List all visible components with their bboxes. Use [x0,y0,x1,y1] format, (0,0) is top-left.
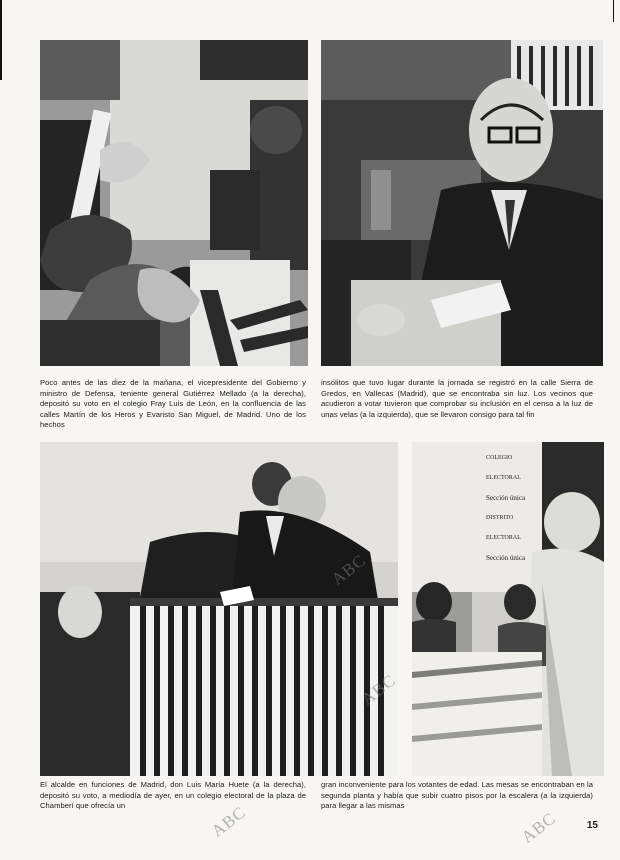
caption-top-right: insólitos que tuvo lugar durante la jornada se registró en la calle Sierra de Gredos, en Vallecas (Madrid), que se encontraba sin luz. Los vecinos que acudieron a votar tuvieron que comprobar su inclusión en el censo a la luz de unas velas (a la izquierda), que se llevaron consigo para tal fin [321,378,593,419]
page-number: 15 [586,820,598,831]
right-edge-mark [613,0,614,22]
sign-line-3: DISTRITO ELECTORAL [486,515,521,541]
photo-candles [40,40,308,366]
caption-bottom-right: gran inconveniente para los votantes de edad. Las mesas se encontraban en la segunda planta y había que subir cuatro pisos por la escalera (a la izquierda) para llegar a las mismas [321,780,593,811]
watermark-1: ABC [327,550,370,589]
photo-luis-maria-huete [40,442,398,776]
photo-gutierrez-mellado [321,40,603,366]
sign-line-4: Sección única [486,554,526,562]
photo-staircase-signs [412,442,604,776]
left-edge-mark [0,0,2,80]
caption-top-left: Poco antes de las diez de la mañana, el vicepresidente del Gobierno y ministro de Defensa, teniente general Gutiérrez Mellado (a la derecha), depositó su voto en el colegio Fray Luis de León, en la confluencia de las calles Martín de los Heros y Evaristo San Miguel, de Madrid. Uno de los hechos [40,378,306,430]
watermark-2: ABC [207,802,250,841]
sign-line-2: Sección única [486,494,526,502]
watermark-4: ABC [357,670,400,709]
sign-line-1: COLEGIO ELECTORAL [486,455,521,481]
caption-bottom-left: El alcalde en funciones de Madrid, don Luis María Huete (a la derecha), depositó su voto, a mediodía de ayer, en un colegio electoral de la plaza de Chamberí que ofrecía un [40,780,306,811]
watermark-3: ABC [517,808,560,847]
sign-text [486,448,546,568]
